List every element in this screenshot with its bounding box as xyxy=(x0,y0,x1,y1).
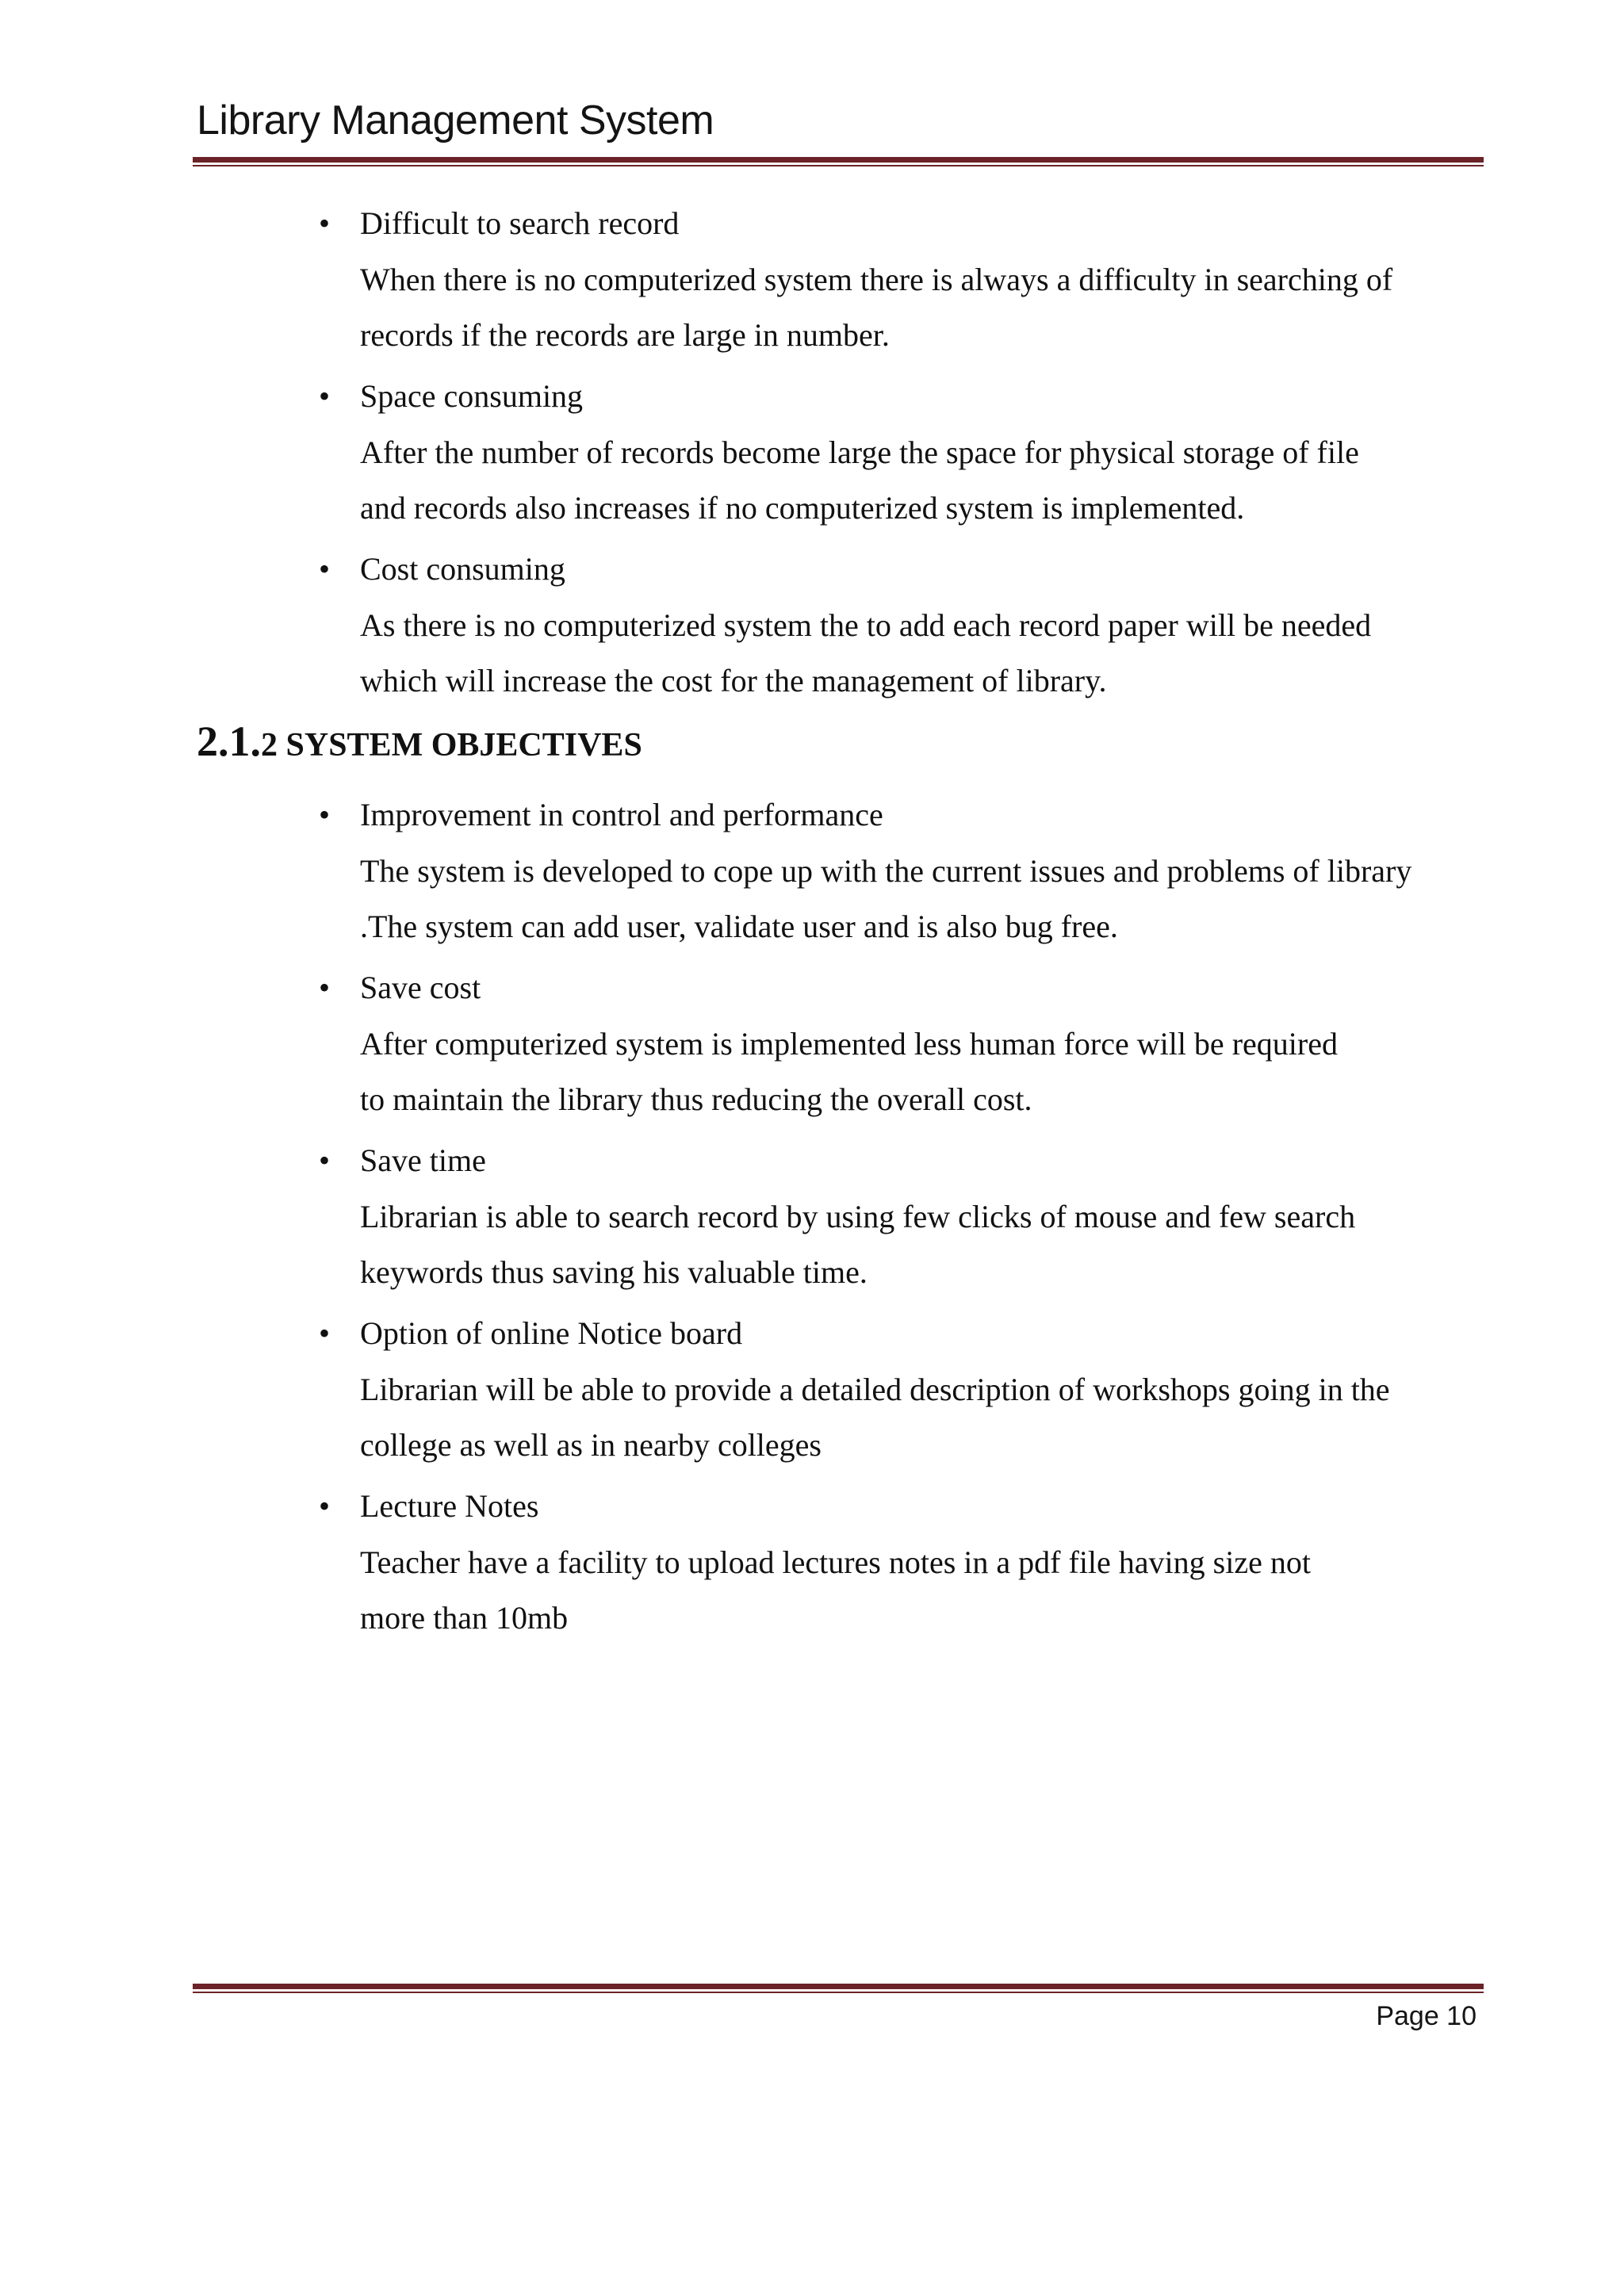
problems-list xyxy=(319,195,1486,714)
item-description xyxy=(360,252,1486,363)
item-description xyxy=(360,1362,1486,1473)
desc-line: When there is no computerized system there is always a difficulty in searching of xyxy=(360,262,1393,297)
desc-line: After the number of records become large the space for physical storage of file xyxy=(360,434,1359,470)
desc-line: keywords thus saving his valuable time. xyxy=(360,1254,868,1290)
item-description xyxy=(360,1016,1486,1127)
desc-line: college as well as in nearby colleges xyxy=(360,1427,822,1463)
bullet-icon: • xyxy=(319,205,331,241)
bullet-icon: • xyxy=(319,378,331,414)
desc-line: and records also increases if no computerized system is implemented. xyxy=(360,490,1245,526)
list-item xyxy=(319,1132,1486,1300)
item-title: Cost consuming xyxy=(360,551,565,587)
bullet-icon: • xyxy=(319,797,331,832)
item-title: Lecture Notes xyxy=(360,1488,539,1524)
desc-line: The system is developed to cope up with the current issues and problems of library xyxy=(360,853,1412,889)
section-number-major: 2.1. xyxy=(197,718,261,765)
item-title: Option of online Notice board xyxy=(360,1315,743,1351)
header-rule-thin xyxy=(193,165,1484,166)
header-rule-thick xyxy=(193,157,1484,163)
item-title: Save cost xyxy=(360,970,481,1005)
desc-line: to maintain the library thus reducing the overall cost. xyxy=(360,1081,1032,1117)
list-item xyxy=(319,541,1486,709)
list-item xyxy=(319,195,1486,363)
bullet-icon: • xyxy=(319,1315,331,1351)
item-title: Difficult to search record xyxy=(360,205,680,241)
list-item xyxy=(319,786,1486,955)
footer-rule-thin xyxy=(193,1992,1484,1993)
section-heading-text: SYSTEM OBJECTIVES xyxy=(278,727,642,763)
item-description xyxy=(360,844,1486,955)
item-description xyxy=(360,1189,1486,1300)
section-heading xyxy=(197,717,642,766)
desc-line: Teacher have a facility to upload lectures notes in a pdf file having size not xyxy=(360,1544,1311,1580)
item-title: Improvement in control and performance xyxy=(360,797,883,832)
bullet-icon: • xyxy=(319,1142,331,1178)
objectives-list xyxy=(319,786,1486,1651)
desc-line: Librarian will be able to provide a detailed description of workshops going in the xyxy=(360,1372,1390,1407)
item-title: Save time xyxy=(360,1142,486,1178)
desc-line: more than 10mb xyxy=(360,1600,569,1636)
section-number-minor: 2 xyxy=(261,727,278,763)
desc-line: After computerized system is implemented less human force will be required xyxy=(360,1026,1338,1062)
bullet-icon: • xyxy=(319,551,331,587)
list-item xyxy=(319,368,1486,536)
page-number: Page 10 xyxy=(1376,2001,1477,2031)
item-description xyxy=(360,1535,1486,1646)
item-description xyxy=(360,425,1486,536)
list-item xyxy=(319,959,1486,1127)
footer-rule-thick xyxy=(193,1984,1484,1989)
desc-line: .The system can add user, validate user and is also bug free. xyxy=(360,909,1118,944)
desc-line: records if the records are large in number. xyxy=(360,317,890,353)
list-item xyxy=(319,1478,1486,1646)
item-description xyxy=(360,598,1486,709)
desc-line: As there is no computerized system the to add each record paper will be needed xyxy=(360,607,1372,643)
list-item xyxy=(319,1305,1486,1473)
document-title: Library Management System xyxy=(197,98,714,144)
bullet-icon: • xyxy=(319,1488,331,1524)
desc-line: Librarian is able to search record by using few clicks of mouse and few search xyxy=(360,1199,1356,1234)
item-title: Space consuming xyxy=(360,378,584,414)
bullet-icon: • xyxy=(319,970,331,1005)
desc-line: which will increase the cost for the management of library. xyxy=(360,663,1107,698)
